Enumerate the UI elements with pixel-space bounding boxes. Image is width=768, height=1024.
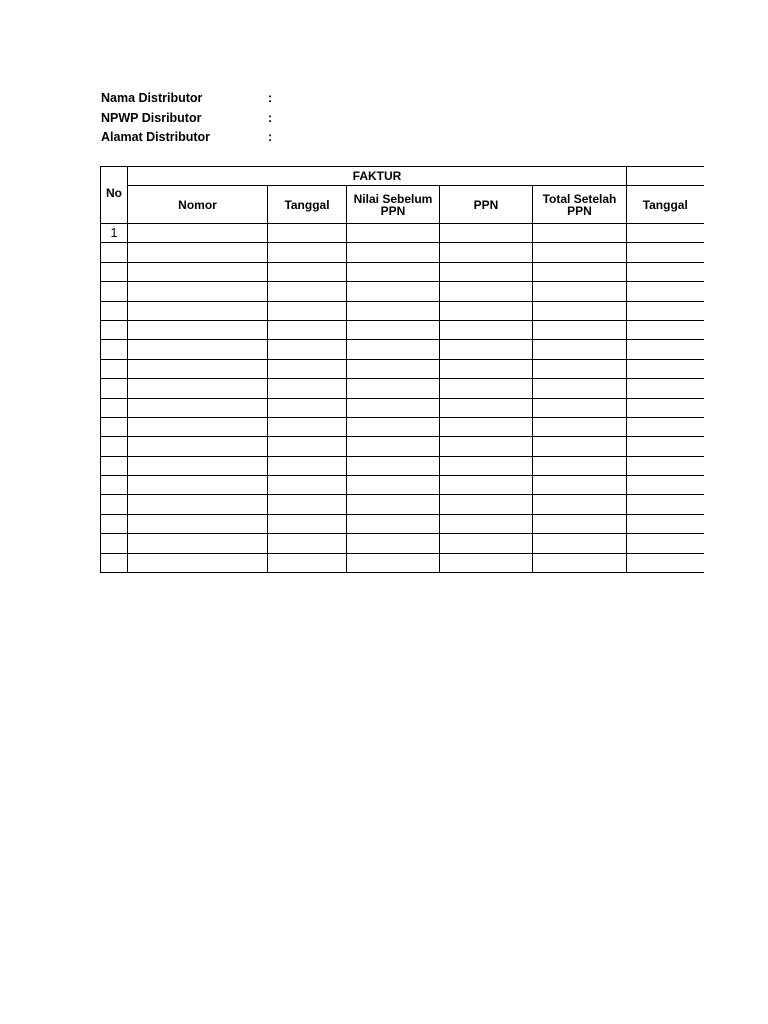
row-number-cell[interactable] bbox=[101, 495, 128, 514]
table-cell[interactable] bbox=[128, 534, 268, 553]
row-number-cell[interactable] bbox=[101, 417, 128, 436]
table-cell[interactable] bbox=[440, 553, 533, 572]
table-cell[interactable] bbox=[440, 224, 533, 243]
table-row bbox=[101, 417, 704, 436]
table-cell[interactable] bbox=[347, 417, 440, 436]
no-column-header: No bbox=[101, 167, 128, 224]
row-number-cell[interactable] bbox=[101, 262, 128, 281]
table-cell[interactable] bbox=[533, 553, 627, 572]
table-cell[interactable] bbox=[128, 417, 268, 436]
table-cell[interactable] bbox=[440, 437, 533, 456]
table-cell[interactable] bbox=[347, 514, 440, 533]
table-cell[interactable] bbox=[627, 243, 704, 262]
table-cell[interactable] bbox=[440, 243, 533, 262]
table-cell[interactable] bbox=[268, 417, 347, 436]
row-number-cell[interactable] bbox=[101, 437, 128, 456]
table-cell[interactable] bbox=[627, 320, 704, 339]
table-cell[interactable] bbox=[627, 476, 704, 495]
table-cell[interactable] bbox=[627, 437, 704, 456]
table-cell[interactable] bbox=[347, 243, 440, 262]
table-cell[interactable] bbox=[440, 476, 533, 495]
info-row-nama bbox=[101, 89, 301, 109]
table-cell[interactable] bbox=[627, 282, 704, 301]
table-cell[interactable] bbox=[268, 340, 347, 359]
table-cell[interactable] bbox=[533, 534, 627, 553]
table-cell[interactable] bbox=[627, 224, 704, 243]
table-cell[interactable] bbox=[347, 320, 440, 339]
alamat-distributor-colon: : bbox=[268, 130, 273, 144]
table-cell[interactable] bbox=[128, 398, 268, 417]
table-cell[interactable] bbox=[268, 476, 347, 495]
table-cell[interactable] bbox=[440, 359, 533, 378]
table-cell[interactable] bbox=[533, 262, 627, 281]
table-cell[interactable] bbox=[627, 398, 704, 417]
table-cell[interactable] bbox=[128, 262, 268, 281]
table-cell[interactable] bbox=[268, 398, 347, 417]
row-number-cell[interactable] bbox=[101, 282, 128, 301]
table-cell[interactable] bbox=[627, 514, 704, 533]
table-cell[interactable] bbox=[440, 534, 533, 553]
table-cell[interactable] bbox=[440, 514, 533, 533]
table-cell[interactable] bbox=[128, 320, 268, 339]
table-cell[interactable] bbox=[627, 359, 704, 378]
table-cell[interactable] bbox=[268, 243, 347, 262]
table-cell[interactable] bbox=[347, 437, 440, 456]
table-row bbox=[101, 282, 704, 301]
table-cell[interactable] bbox=[440, 301, 533, 320]
nama-distributor-label: Nama Distributor bbox=[101, 91, 203, 105]
row-number-cell[interactable] bbox=[101, 320, 128, 339]
row-number-cell[interactable]: 1 bbox=[101, 224, 128, 243]
table-cell[interactable] bbox=[627, 553, 704, 572]
table-cell[interactable] bbox=[627, 534, 704, 553]
table-cell[interactable] bbox=[268, 379, 347, 398]
table-cell[interactable] bbox=[627, 262, 704, 281]
table-cell[interactable] bbox=[268, 282, 347, 301]
row-number-cell[interactable] bbox=[101, 398, 128, 417]
table-cell[interactable] bbox=[347, 282, 440, 301]
empty-group-header bbox=[627, 167, 704, 186]
row-number-cell[interactable] bbox=[101, 456, 128, 475]
table-cell[interactable] bbox=[128, 282, 268, 301]
column-header-nilai-sebelum-ppn: Nilai Sebelum PPN bbox=[347, 186, 440, 224]
table-cell[interactable] bbox=[347, 301, 440, 320]
table-cell[interactable] bbox=[627, 379, 704, 398]
table-row bbox=[101, 456, 704, 475]
table-cell[interactable] bbox=[533, 514, 627, 533]
table-row bbox=[101, 534, 704, 553]
table-cell[interactable] bbox=[347, 476, 440, 495]
npwp-distributor-colon: : bbox=[268, 110, 273, 125]
row-number-cell[interactable] bbox=[101, 514, 128, 533]
table-cell[interactable] bbox=[347, 534, 440, 553]
table-cell[interactable] bbox=[268, 437, 347, 456]
row-number-cell[interactable] bbox=[101, 379, 128, 398]
table-cell[interactable] bbox=[533, 437, 627, 456]
table-cell[interactable] bbox=[268, 514, 347, 533]
table-cell[interactable] bbox=[533, 320, 627, 339]
row-number-cell[interactable] bbox=[101, 476, 128, 495]
nama-distributor-colon: : bbox=[268, 91, 273, 105]
table-cell[interactable] bbox=[128, 456, 268, 475]
faktur-group-header: FAKTUR bbox=[128, 167, 627, 186]
table-row bbox=[101, 495, 704, 514]
table-cell[interactable] bbox=[627, 495, 704, 514]
table-cell[interactable] bbox=[268, 553, 347, 572]
table-cell[interactable] bbox=[268, 262, 347, 281]
table-cell[interactable] bbox=[440, 340, 533, 359]
row-number-cell[interactable] bbox=[101, 534, 128, 553]
table-cell[interactable] bbox=[128, 553, 268, 572]
table-cell[interactable] bbox=[440, 320, 533, 339]
npwp-distributor-label: NPWP Disributor bbox=[101, 110, 202, 125]
table-cell[interactable] bbox=[128, 340, 268, 359]
table-row bbox=[101, 262, 704, 281]
table-cell[interactable] bbox=[440, 417, 533, 436]
table-row bbox=[101, 553, 704, 572]
table-cell[interactable] bbox=[268, 495, 347, 514]
table-row bbox=[101, 476, 704, 495]
table-cell[interactable] bbox=[533, 243, 627, 262]
table-cell[interactable] bbox=[268, 534, 347, 553]
column-header-ppn: PPN bbox=[440, 186, 533, 224]
table-cell[interactable] bbox=[533, 301, 627, 320]
table-group-header-row bbox=[101, 167, 704, 186]
table-cell[interactable] bbox=[627, 417, 704, 436]
table-cell[interactable] bbox=[128, 379, 268, 398]
table-row bbox=[101, 340, 704, 359]
table-cell[interactable] bbox=[440, 398, 533, 417]
table-cell[interactable] bbox=[128, 495, 268, 514]
table-row bbox=[101, 320, 704, 339]
table-row bbox=[101, 514, 704, 533]
table-cell[interactable] bbox=[347, 398, 440, 417]
table-cell[interactable] bbox=[347, 262, 440, 281]
table-cell[interactable] bbox=[347, 340, 440, 359]
table-cell[interactable] bbox=[347, 379, 440, 398]
table-cell[interactable] bbox=[533, 495, 627, 514]
table-cell[interactable] bbox=[440, 379, 533, 398]
row-number-cell[interactable] bbox=[101, 553, 128, 572]
table-cell[interactable] bbox=[533, 359, 627, 378]
info-row-alamat bbox=[101, 128, 301, 148]
faktur-table bbox=[100, 166, 704, 573]
row-number-cell[interactable] bbox=[101, 301, 128, 320]
table-cell[interactable] bbox=[627, 340, 704, 359]
table-cell[interactable] bbox=[533, 379, 627, 398]
column-header-total-setelah-ppn: Total Setelah PPN bbox=[533, 186, 627, 224]
table-cell[interactable] bbox=[268, 359, 347, 378]
table-cell[interactable] bbox=[268, 456, 347, 475]
table-cell[interactable] bbox=[128, 243, 268, 262]
column-header-tanggal: Tanggal bbox=[268, 186, 347, 224]
table-cell[interactable] bbox=[347, 224, 440, 243]
table-row bbox=[101, 224, 704, 243]
table-row bbox=[101, 398, 704, 417]
row-number-cell[interactable] bbox=[101, 359, 128, 378]
row-number-cell[interactable] bbox=[101, 243, 128, 262]
column-header-nomor: Nomor bbox=[128, 186, 268, 224]
table-cell[interactable] bbox=[347, 553, 440, 572]
table-cell[interactable] bbox=[128, 437, 268, 456]
table-cell[interactable] bbox=[268, 320, 347, 339]
table-cell[interactable] bbox=[533, 340, 627, 359]
table-cell[interactable] bbox=[533, 224, 627, 243]
table-cell[interactable] bbox=[627, 301, 704, 320]
table-cell[interactable] bbox=[347, 456, 440, 475]
table-row bbox=[101, 379, 704, 398]
table-cell[interactable] bbox=[533, 476, 627, 495]
info-row-npwp bbox=[101, 109, 301, 129]
table-cell[interactable] bbox=[440, 282, 533, 301]
alamat-distributor-label: Alamat Distributor bbox=[101, 130, 211, 144]
table-cell[interactable] bbox=[347, 359, 440, 378]
table-row bbox=[101, 243, 704, 262]
table-cell[interactable] bbox=[128, 359, 268, 378]
table-column-header-row bbox=[101, 186, 704, 224]
table-cell[interactable] bbox=[128, 476, 268, 495]
table-cell[interactable] bbox=[268, 224, 347, 243]
table-row bbox=[101, 301, 704, 320]
column-header-tanggal-2: Tanggal bbox=[627, 186, 704, 224]
table-row bbox=[101, 437, 704, 456]
table-cell[interactable] bbox=[533, 398, 627, 417]
table-row bbox=[101, 359, 704, 378]
table-cell[interactable] bbox=[128, 301, 268, 320]
table-cell[interactable] bbox=[533, 282, 627, 301]
table-cell[interactable] bbox=[128, 224, 268, 243]
table-cell[interactable] bbox=[627, 456, 704, 475]
distributor-info bbox=[101, 89, 301, 148]
table-cell[interactable] bbox=[440, 495, 533, 514]
table-cell[interactable] bbox=[347, 495, 440, 514]
table-cell[interactable] bbox=[128, 514, 268, 533]
table-cell[interactable] bbox=[533, 417, 627, 436]
table-cell[interactable] bbox=[440, 456, 533, 475]
table-cell[interactable] bbox=[533, 456, 627, 475]
row-number-cell[interactable] bbox=[101, 340, 128, 359]
table-cell[interactable] bbox=[268, 301, 347, 320]
table-cell[interactable] bbox=[440, 262, 533, 281]
